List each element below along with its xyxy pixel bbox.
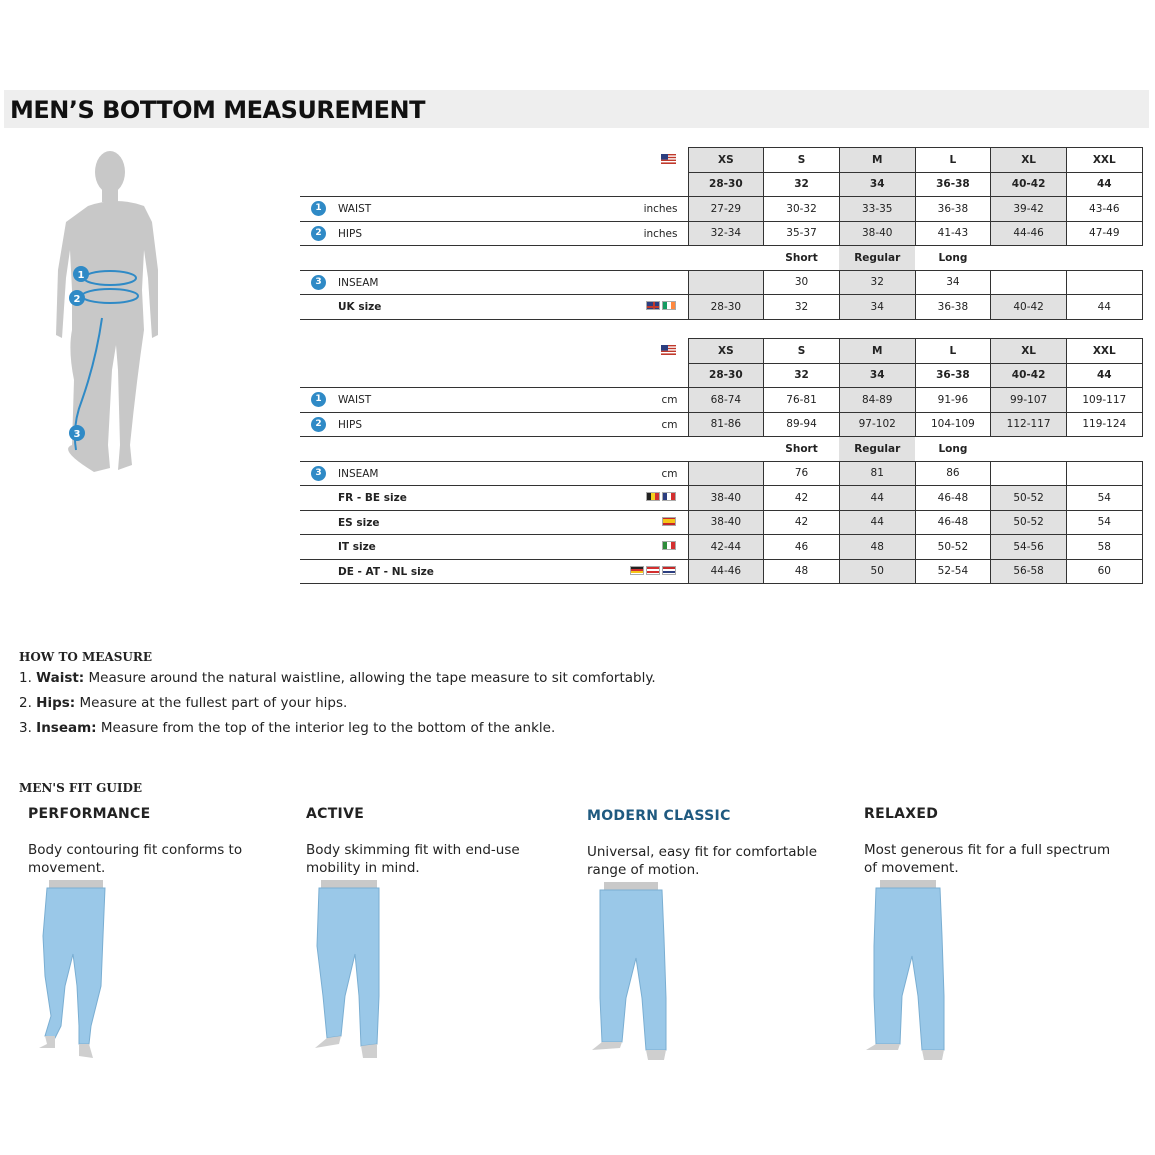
table-cell: 46-48 bbox=[915, 510, 991, 535]
inseam-header-row bbox=[300, 246, 1142, 271]
item-text: Measure at the fullest part of your hips. bbox=[75, 695, 348, 711]
unit-label: cm bbox=[661, 467, 678, 480]
marker-2-icon: 2 bbox=[311, 226, 326, 241]
table-cell: 32 bbox=[764, 363, 840, 388]
table-cell: 54-56 bbox=[991, 535, 1067, 560]
netherlands-flag-icon bbox=[662, 566, 676, 575]
table-cell: 44 bbox=[839, 510, 915, 535]
table-cell: 35-37 bbox=[764, 221, 840, 246]
table-cell: 60 bbox=[1066, 559, 1142, 584]
italy-flag-icon bbox=[662, 541, 676, 550]
table-cell: 32 bbox=[764, 172, 840, 197]
es-size-row bbox=[300, 510, 1142, 535]
uk-flag-icon bbox=[646, 301, 660, 310]
how-to-measure-title: HOW TO MEASURE bbox=[19, 650, 152, 664]
size-table-cm bbox=[300, 338, 1143, 584]
unit-label: inches bbox=[643, 227, 678, 240]
table-cell: 50 bbox=[839, 559, 915, 584]
svg-text:2: 2 bbox=[73, 294, 81, 305]
size-xs: XS bbox=[688, 148, 764, 173]
table-cell: 42-44 bbox=[688, 535, 764, 560]
table-cell: 76-81 bbox=[764, 388, 840, 413]
svg-text:1: 1 bbox=[77, 270, 85, 281]
table-cell: 40-42 bbox=[991, 295, 1067, 320]
waist-row bbox=[300, 388, 1142, 413]
row-label: DE - AT - NL size bbox=[338, 565, 434, 578]
table-cell: 48 bbox=[839, 535, 915, 560]
hips-row bbox=[300, 221, 1142, 246]
unit-label: inches bbox=[643, 203, 678, 215]
table-cell: 42 bbox=[764, 510, 840, 535]
fit-description: Universal, easy fit for comfortable range of motion. bbox=[587, 844, 818, 878]
table-cell bbox=[688, 270, 764, 295]
france-flag-icon bbox=[662, 492, 676, 501]
fit-active bbox=[306, 806, 576, 877]
active-pants-image bbox=[305, 876, 395, 1066]
table-cell: 54 bbox=[1066, 510, 1142, 535]
fit-description: Body skimming fit with end-use mobility in mind. bbox=[306, 842, 520, 876]
unit-label: cm bbox=[661, 418, 678, 431]
table-cell: 119-124 bbox=[1066, 412, 1142, 437]
table-cell: 46-48 bbox=[915, 486, 991, 511]
row-label: UK size bbox=[338, 301, 382, 313]
germany-flag-icon bbox=[630, 566, 644, 575]
how-item-waist bbox=[19, 670, 656, 686]
marker-1-icon: 1 bbox=[311, 392, 326, 407]
hips-row bbox=[300, 412, 1142, 437]
table-cell: 97-102 bbox=[839, 412, 915, 437]
item-text: Measure around the natural waistline, allowing the tape measure to sit comfortably. bbox=[84, 670, 656, 686]
table-cell: 43-46 bbox=[1066, 197, 1142, 222]
table-cell: 68-74 bbox=[688, 388, 764, 413]
svg-text:3: 3 bbox=[73, 429, 81, 440]
table-cell: 56-58 bbox=[991, 559, 1067, 584]
marker-3-icon: 3 bbox=[311, 466, 326, 481]
performance-pants-image bbox=[35, 876, 125, 1066]
table-cell bbox=[688, 461, 764, 486]
table-cell bbox=[1066, 270, 1142, 295]
table-cell: 50-52 bbox=[991, 486, 1067, 511]
row-label: ES size bbox=[338, 516, 380, 529]
size-xl: XL bbox=[991, 148, 1067, 173]
size-header-row bbox=[300, 339, 1142, 364]
table-cell: 46 bbox=[764, 535, 840, 560]
table-cell: 28-30 bbox=[688, 172, 764, 197]
item-number: 3. bbox=[19, 720, 37, 736]
fr-be-size-row bbox=[300, 486, 1142, 511]
item-text: Measure from the top of the interior leg to the bottom of the ankle. bbox=[96, 720, 556, 736]
table-cell: 47-49 bbox=[1066, 221, 1142, 246]
table-cell: 44 bbox=[1066, 172, 1142, 197]
table-cell: 86 bbox=[915, 461, 991, 486]
table-cell: 54 bbox=[1066, 486, 1142, 511]
row-label: WAIST bbox=[338, 394, 372, 406]
item-number: 1. bbox=[19, 670, 37, 686]
table-cell: 109-117 bbox=[1066, 388, 1142, 413]
austria-flag-icon bbox=[646, 566, 660, 575]
table-cell: 112-117 bbox=[991, 412, 1067, 437]
table-cell: 52-54 bbox=[915, 559, 991, 584]
modern-classic-pants-image bbox=[586, 878, 676, 1068]
ireland-flag-icon bbox=[662, 301, 676, 310]
fit-description: Most generous fit for a full spectrum of movement. bbox=[864, 842, 1111, 876]
size-m: M bbox=[839, 339, 915, 364]
table-cell: 104-109 bbox=[915, 412, 991, 437]
fit-modern-classic bbox=[587, 808, 857, 879]
marker-2-icon: 2 bbox=[311, 417, 326, 432]
table-cell: 36-38 bbox=[915, 172, 991, 197]
table-cell: 39-42 bbox=[991, 197, 1067, 222]
table-cell: 44-46 bbox=[991, 221, 1067, 246]
inseam-row bbox=[300, 461, 1142, 486]
table-cell: 38-40 bbox=[839, 221, 915, 246]
numeric-size-row bbox=[300, 363, 1142, 388]
table-cell: 33-35 bbox=[839, 197, 915, 222]
relaxed-pants-image bbox=[862, 876, 952, 1066]
table-cell bbox=[1066, 461, 1142, 486]
size-table-inches bbox=[300, 147, 1143, 320]
item-number: 2. bbox=[19, 695, 37, 711]
table-cell: 32-34 bbox=[688, 221, 764, 246]
how-item-inseam bbox=[19, 720, 555, 736]
table-cell: 44-46 bbox=[688, 559, 764, 584]
fit-relaxed bbox=[864, 806, 1134, 877]
table-cell: 36-38 bbox=[915, 295, 991, 320]
row-label: HIPS bbox=[338, 227, 362, 240]
table-cell: 91-96 bbox=[915, 388, 991, 413]
table-cell: 32 bbox=[839, 270, 915, 295]
size-header-row bbox=[300, 148, 1142, 173]
item-term: Hips: bbox=[36, 695, 76, 711]
spain-flag-icon bbox=[662, 517, 676, 526]
table-cell: 38-40 bbox=[688, 510, 764, 535]
size-xxl: XXL bbox=[1066, 148, 1142, 173]
size-xs: XS bbox=[688, 339, 764, 364]
table-cell: 34 bbox=[839, 363, 915, 388]
table-cell: 34 bbox=[839, 172, 915, 197]
size-l: L bbox=[915, 339, 991, 364]
fit-name: ACTIVE bbox=[306, 806, 365, 822]
table-cell: 30-32 bbox=[764, 197, 840, 222]
table-cell: 50-52 bbox=[915, 535, 991, 560]
inseam-row bbox=[300, 270, 1142, 295]
table-cell: 44 bbox=[1066, 363, 1142, 388]
size-l: L bbox=[915, 148, 991, 173]
how-item-hips bbox=[19, 695, 347, 711]
fit-performance bbox=[28, 806, 298, 877]
table-cell: 30 bbox=[764, 270, 840, 295]
body-figure bbox=[40, 150, 160, 480]
inseam-short: Short bbox=[785, 442, 818, 455]
table-cell: 36-38 bbox=[915, 363, 991, 388]
us-flag-icon bbox=[661, 154, 676, 164]
table-cell: 38-40 bbox=[688, 486, 764, 511]
table-cell: 81 bbox=[839, 461, 915, 486]
table-cell bbox=[991, 270, 1067, 295]
table-cell: 28-30 bbox=[688, 363, 764, 388]
table-cell: 32 bbox=[764, 295, 840, 320]
table-cell bbox=[991, 461, 1067, 486]
row-label: INSEAM bbox=[338, 276, 379, 289]
waist-row bbox=[300, 197, 1142, 222]
us-flag-icon bbox=[661, 345, 676, 355]
row-label: IT size bbox=[338, 541, 376, 553]
table-cell: 48 bbox=[764, 559, 840, 584]
marker-1 bbox=[73, 266, 89, 282]
size-xl: XL bbox=[991, 339, 1067, 364]
table-cell: 81-86 bbox=[688, 412, 764, 437]
table-cell: 40-42 bbox=[991, 172, 1067, 197]
it-size-row bbox=[300, 535, 1142, 560]
marker-1-icon: 1 bbox=[311, 201, 326, 216]
item-term: Waist: bbox=[36, 670, 85, 686]
fit-name: PERFORMANCE bbox=[28, 806, 151, 822]
unit-label: cm bbox=[661, 394, 678, 406]
inseam-long: Long bbox=[938, 251, 968, 264]
table-cell: 28-30 bbox=[688, 295, 764, 320]
page-title: MEN’S BOTTOM MEASUREMENT bbox=[10, 96, 425, 124]
table-cell: 44 bbox=[1066, 295, 1142, 320]
size-xxl: XXL bbox=[1066, 339, 1142, 364]
uk-size-row bbox=[300, 295, 1142, 320]
fit-description: Body contouring fit conforms to movement. bbox=[28, 842, 243, 876]
size-s: S bbox=[764, 339, 840, 364]
inseam-regular: Regular bbox=[839, 246, 915, 271]
numeric-size-row bbox=[300, 172, 1142, 197]
row-label: WAIST bbox=[338, 203, 372, 215]
size-m: M bbox=[839, 148, 915, 173]
marker-2 bbox=[69, 290, 85, 306]
marker-3-icon: 3 bbox=[311, 275, 326, 290]
table-cell: 36-38 bbox=[915, 197, 991, 222]
inseam-header-row bbox=[300, 437, 1142, 462]
inseam-long: Long bbox=[938, 442, 968, 455]
row-label: INSEAM bbox=[338, 467, 379, 480]
row-label: HIPS bbox=[338, 418, 362, 431]
table-cell: 34 bbox=[839, 295, 915, 320]
table-cell: 99-107 bbox=[991, 388, 1067, 413]
fit-name: RELAXED bbox=[864, 806, 939, 822]
marker-3 bbox=[69, 425, 85, 441]
table-cell: 50-52 bbox=[991, 510, 1067, 535]
row-label: FR - BE size bbox=[338, 492, 407, 504]
size-s: S bbox=[764, 148, 840, 173]
de-at-nl-size-row bbox=[300, 559, 1142, 584]
table-cell: 41-43 bbox=[915, 221, 991, 246]
belgium-flag-icon bbox=[646, 492, 660, 501]
table-cell: 42 bbox=[764, 486, 840, 511]
inseam-short: Short bbox=[785, 251, 818, 264]
table-cell: 40-42 bbox=[991, 363, 1067, 388]
table-cell: 84-89 bbox=[839, 388, 915, 413]
table-cell: 27-29 bbox=[688, 197, 764, 222]
table-cell: 89-94 bbox=[764, 412, 840, 437]
fit-guide-title: MEN'S FIT GUIDE bbox=[19, 781, 143, 795]
table-cell: 44 bbox=[839, 486, 915, 511]
item-term: Inseam: bbox=[36, 720, 97, 736]
inseam-regular: Regular bbox=[839, 437, 915, 462]
fit-name: MODERN CLASSIC bbox=[587, 808, 731, 824]
table-cell: 34 bbox=[915, 270, 991, 295]
table-cell: 76 bbox=[764, 461, 840, 486]
table-cell: 58 bbox=[1066, 535, 1142, 560]
